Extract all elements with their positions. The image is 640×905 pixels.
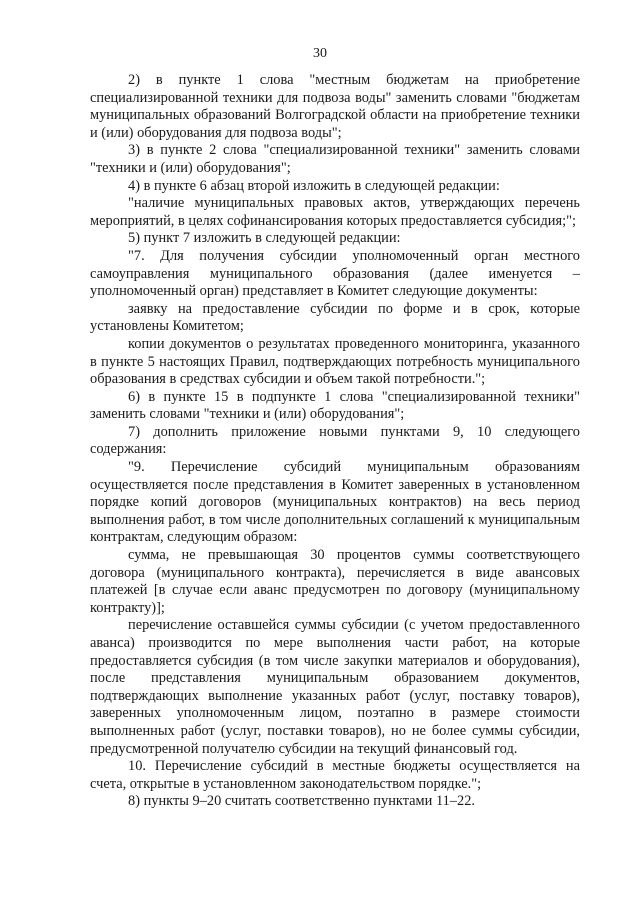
paragraph-amendment-8: 8) пункты 9–20 считать соответственно пунктами 11–22. [128, 793, 475, 810]
paragraph-application: заявку на предоставление субсидии по форме и в срок, которые установлены Комитетом; [90, 300, 580, 335]
paragraph-monitoring-copies: копии документов о результатах проведенного мониторинга, указанного в пункте 5 настоящих Правил, подтверждающих потребность муниципального образования в средствах субсидии и объем такой потребности."; [90, 335, 580, 388]
paragraph-quoted-legal-acts: "наличие муниципальных правовых актов, утверждающих перечень мероприятий, в целях софинансирования которых предоставляется субсидия;"; [90, 195, 580, 229]
document-body [90, 72, 580, 811]
paragraph-amendment-4: 4) в пункте 6 абзац второй изложить в следующей редакции: [128, 177, 500, 194]
paragraph-amendment-5: 5) пункт 7 изложить в следующей редакции: [128, 230, 401, 247]
page-number: 30 [313, 46, 327, 61]
paragraph-point-7: "7. Для получения субсидии уполномоченный орган местного самоуправления муниципального образования (далее именуется – уполномоченный орган) представляет в Комитет следующие документы: [90, 247, 580, 300]
paragraph-advance-payment: сумма, не превышающая 30 процентов суммы соответствующего договора (муниципального контракта), перечисляется в виде авансовых платежей [в случае если аванс предусмотрен по договору (муниципальному контракту)]; [90, 547, 580, 616]
paragraph-amendment-7: 7) дополнить приложение новыми пунктами 9, 10 следующего содержания: [90, 423, 580, 458]
paragraph-amendment-2: 2) в пункте 1 слова "местным бюджетам на приобретение специализированной техники для подвоза воды" заменить словами "бюджетам муниципальных образований Волгоградской области на приобретение техники и (или) оборудования для подвоза воды"; [90, 72, 580, 141]
paragraph-point-10: 10. Перечисление субсидий в местные бюджеты осуществляется на счета, открытые в установленном законодательством порядке."; [90, 758, 580, 792]
paragraph-remaining-payment: перечисление оставшейся суммы субсидии (с учетом предоставленного аванса) производится по мере выполнения части работ, на которые предоставляется субсидия (в том числе закупки материалов и оборудования), после представления муниципальным образованием документов, подтверждающих выполнение указанных работ (услуг, поставку товаров), заверенных уполномоченным лицом, поэтапно в размере стоимости выполненных работ (услуг, поставки товаров), но не более суммы субсидии, предусмотренной получателю субсидии на текущий финансовый год. [90, 617, 580, 757]
paragraph-amendment-3: 3) в пункте 2 слова "специализированной техники" заменить словами "техники и (или) оборудования"; [90, 142, 580, 176]
paragraph-point-9: "9. Перечисление субсидий муниципальным образованиям осуществляется после представления в Комитет заверенных в установленном порядке копий договоров (муниципальных контрактов) на весь период выполнения работ, в том числе дополнительных соглашений к муниципальным контрактам, следующим образом: [90, 459, 580, 546]
paragraph-amendment-6: 6) в пункте 15 в подпункте 1 слова "специализированной техники" заменить словами "техники и (или) оборудования"; [90, 388, 580, 423]
